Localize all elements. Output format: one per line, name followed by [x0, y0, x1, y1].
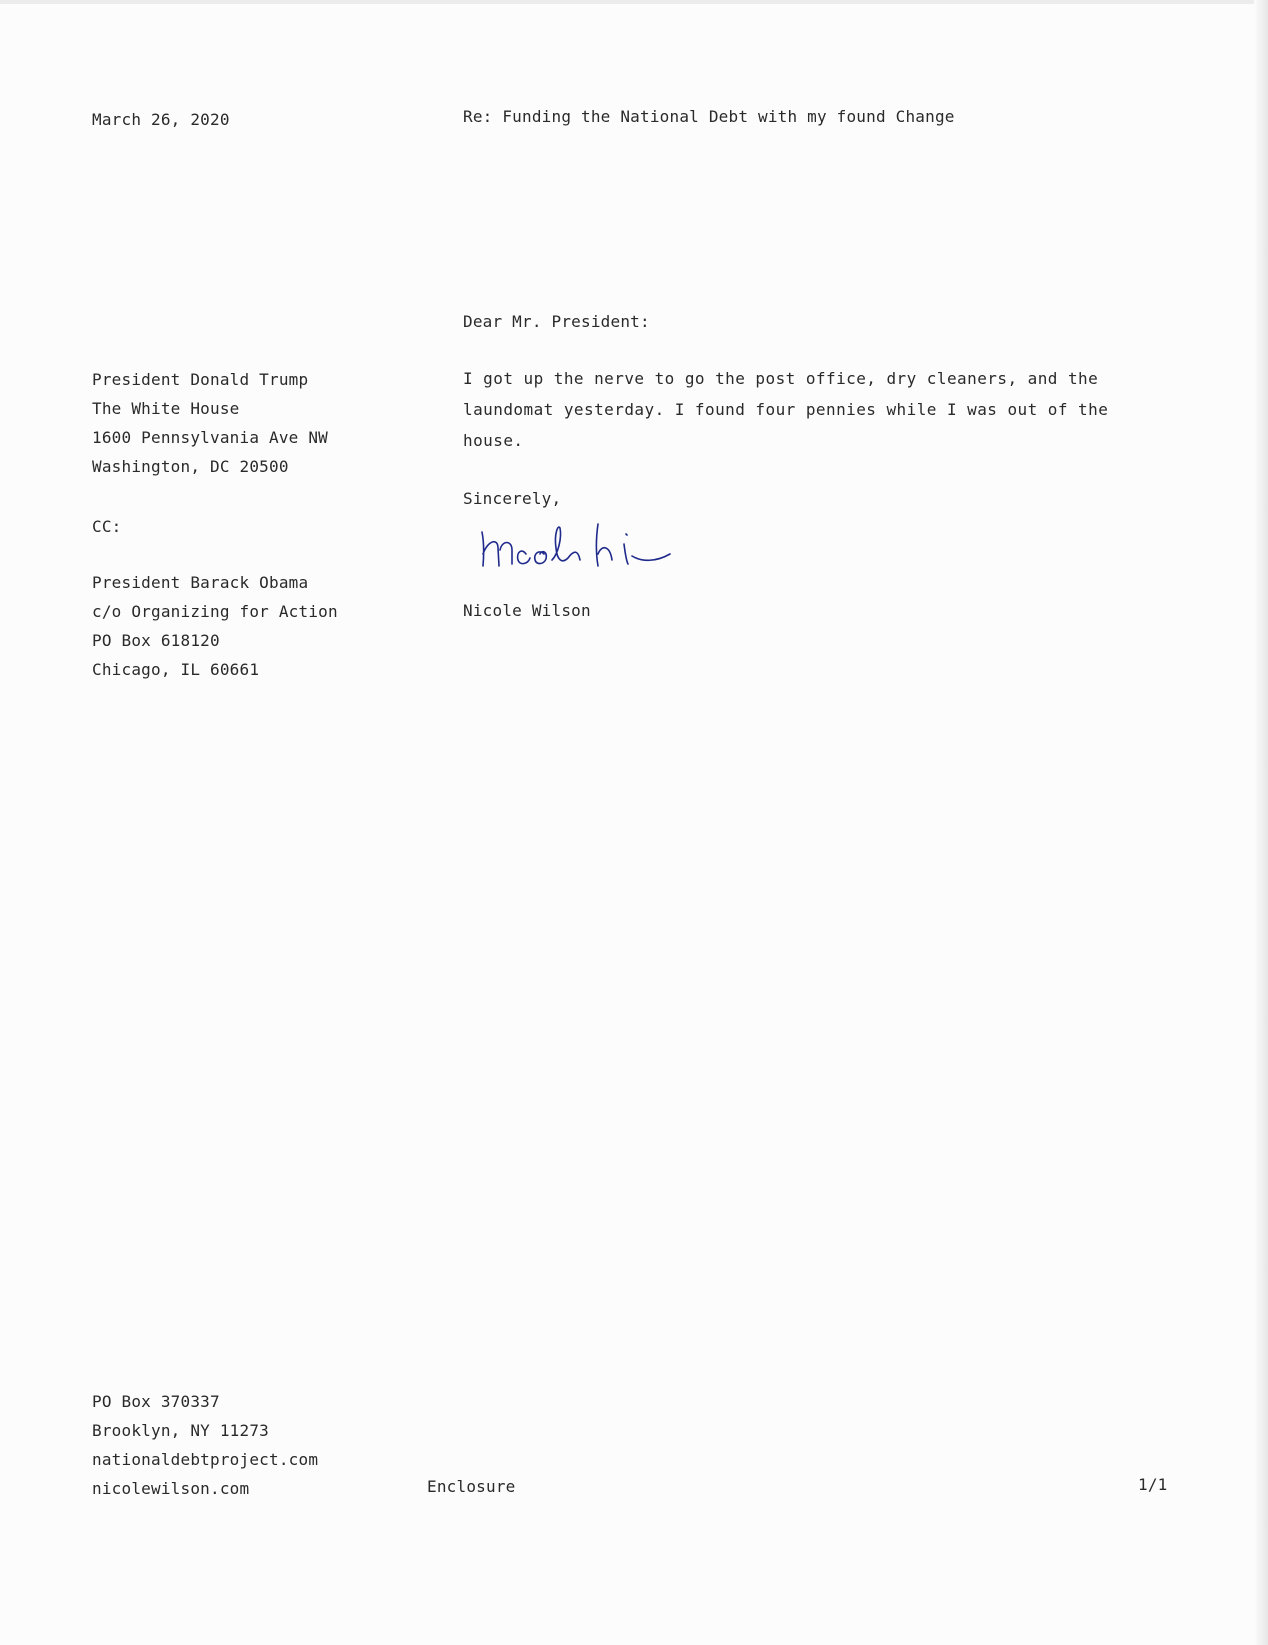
footer-line: PO Box 370337 [92, 1392, 220, 1411]
cc-label: CC: [92, 517, 122, 536]
footer-line: nicolewilson.com [92, 1479, 250, 1498]
salutation: Dear Mr. President: [463, 312, 650, 331]
letter-date: March 26, 2020 [92, 110, 230, 129]
cc-line: PO Box 618120 [92, 631, 220, 650]
recipient-address [92, 365, 328, 481]
cc-line: c/o Organizing for Action [92, 602, 338, 621]
cc-address [92, 568, 338, 684]
letter-body: I got up the nerve to go the post office, dry cleaners, and the laundomat yesterday. I found four pennies while I was out of the house. [463, 369, 1109, 450]
signature-strokes [482, 524, 670, 566]
recipient-line: Washington, DC 20500 [92, 457, 289, 476]
footer-line: Brooklyn, NY 11273 [92, 1421, 269, 1440]
enclosure-note: Enclosure [427, 1477, 516, 1496]
cc-line: Chicago, IL 60661 [92, 660, 260, 679]
signature-name: Nicole Wilson [463, 601, 591, 620]
closing: Sincerely, [463, 489, 562, 508]
letter-subject: Re: Funding the National Debt with my found Change [463, 107, 955, 126]
recipient-line: 1600 Pennsylvania Ave NW [92, 428, 328, 447]
scan-edge-right [1254, 0, 1268, 1645]
footer-contact [92, 1387, 318, 1503]
scan-edge-top [0, 0, 1268, 4]
cc-line: President Barack Obama [92, 573, 309, 592]
recipient-line: The White House [92, 399, 240, 418]
page-number: 1/1 [1138, 1475, 1168, 1494]
handwritten-signature [478, 520, 718, 570]
recipient-line: President Donald Trump [92, 370, 309, 389]
footer-line: nationaldebtproject.com [92, 1450, 319, 1469]
